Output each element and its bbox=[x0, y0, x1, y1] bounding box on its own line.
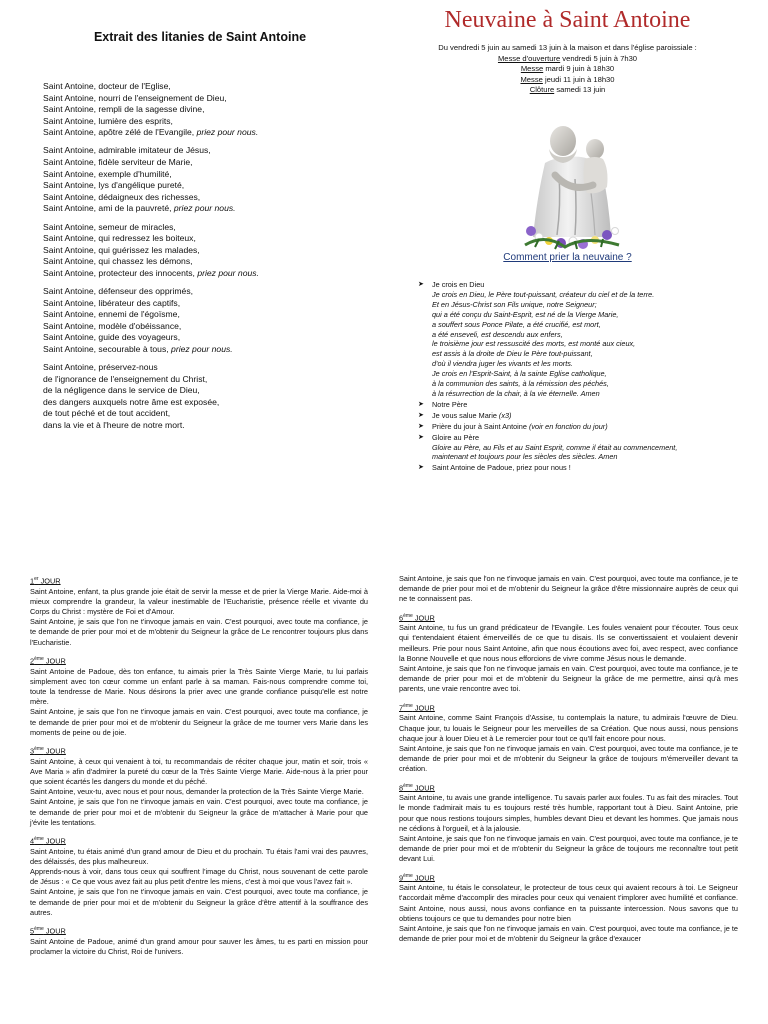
day-heading bbox=[30, 834, 368, 847]
day-number: 5 bbox=[30, 926, 35, 936]
day-heading bbox=[399, 611, 738, 624]
days-column-right bbox=[399, 574, 738, 944]
prayer-label: Gloire au Père bbox=[432, 432, 480, 442]
day-ordinal: er bbox=[34, 576, 39, 582]
prayer-label: Saint Antoine de Padoue, priez pour nous ! bbox=[432, 463, 571, 473]
prayer-text-line: a été enseveli, est descendu aux enfers, bbox=[432, 329, 563, 339]
schedule-label: Messe bbox=[520, 74, 543, 84]
schedule-label: Clôture bbox=[529, 85, 555, 95]
litany-line-text: Saint Antoine, docteur de l'Eglise, bbox=[43, 81, 171, 91]
litany-line-text: Saint Antoine, apôtre zélé de l'Evangile, bbox=[43, 127, 197, 138]
prayer-text-line: Gloire au Père, au Fils et au Saint Esprit, comme il était au commencement, bbox=[432, 442, 678, 452]
day-paragraph: Saint Antoine, comme Saint François d'Assise, tu contemplais la nature, tu admirais l'œuvre de Dieu. Chaque jour, tu louais le Seigneur pour les merveilles de sa Création. Que nous aussi, nous pensions chaque jour à louer Dieu et à Le remercier pour tout ce qu'Il fait encore pour nous. bbox=[399, 713, 738, 743]
prayer-item bbox=[418, 422, 738, 432]
day-paragraph: Saint Antoine, je sais que l'on ne t'invoque jamais en vain. C'est pourquoi, avec toute ma confiance, je te demande de prier pour moi et de m'obtenir du Seigneur la grâce de toujours m'émerveiller devant ta création. bbox=[399, 743, 738, 774]
day-word: JOUR bbox=[43, 656, 66, 666]
prayer-item bbox=[418, 280, 738, 399]
day-block bbox=[399, 611, 738, 695]
day-paragraph: Saint Antoine, tu fus un grand prédicateur de l'Evangile. Les foules venaient pour t'écouter. Tous ceux qui t'entendaient étaient émerveillés de ce que tu disais. Ils se convertissaient et voulaient devenir meilleurs. Prie pour nous Saint Antoine, afin que nous écoutions avec foi, avec respect, avec confiance la Bonne Nouvelle et que nous nous efforcions de vivre comme Jésus nous le demande. bbox=[399, 623, 738, 663]
litany-line-text: Saint Antoine, modèle d'obéissance, bbox=[43, 320, 182, 331]
litany-line-text: Saint Antoine, qui chassez les démons, bbox=[43, 256, 193, 267]
day-paragraph: Saint Antoine, je sais que l'on ne t'invoque jamais en vain. C'est pourquoi, avec toute ma confiance, je te demande de prier pour moi et de m'obtenir du Seigneur la grâce de me permettre, ainsi qu'à mes parents, une vraie rencontre avec toi. bbox=[399, 664, 738, 694]
day-block bbox=[399, 574, 738, 605]
litany-line-text: Saint Antoine, dédaigneux des richesses, bbox=[43, 191, 201, 202]
litany-line bbox=[43, 104, 383, 116]
litany-line bbox=[43, 157, 383, 169]
litany-line-text: Saint Antoine, lys d'angélique pureté, bbox=[43, 180, 185, 191]
litany-line bbox=[43, 222, 383, 234]
schedule-row bbox=[400, 54, 735, 65]
litany-line bbox=[43, 116, 383, 128]
litany-line bbox=[43, 81, 383, 93]
litany-line-text: de l'ignorance de l'enseignement du Christ, bbox=[43, 373, 208, 384]
litany-response: priez pour nous. bbox=[171, 343, 233, 354]
litany-line-text: Saint Antoine, nourri de l'enseignement de Dieu, bbox=[43, 92, 227, 103]
day-block bbox=[30, 924, 368, 957]
litany-line bbox=[43, 256, 383, 268]
days-column-left bbox=[30, 574, 368, 957]
litany-line-text: Saint Antoine, qui guérissez les malades, bbox=[43, 244, 200, 255]
litany-line bbox=[43, 203, 383, 215]
litany-line bbox=[43, 233, 383, 245]
litany-line bbox=[43, 192, 383, 204]
litany-line bbox=[43, 169, 383, 181]
day-number: 1 bbox=[30, 576, 35, 586]
litany-response: priez pour nous. bbox=[196, 127, 259, 138]
prayer-label: Je crois en Dieu bbox=[432, 280, 485, 289]
day-paragraph: Saint Antoine, tu étais le consolateur, le protecteur de tous ceux qui avaient recours à toi. Le Seigneur t'accordait même d'accomplir des miracles pour ceux qui venaient t'implorer avec humilité et confiance. Saint Antoine, nous aussi, nous avons confiance en ta puissante intercession. Nous savons que tu obtiens toujours ce que tu demandes pour notre bien bbox=[399, 883, 738, 923]
prayer-label-note: (voir en fonction du jour) bbox=[528, 421, 608, 431]
litany-line bbox=[43, 321, 383, 333]
day-block bbox=[30, 834, 368, 918]
litany-line-text: Saint Antoine, guide des voyageurs, bbox=[43, 332, 181, 343]
day-paragraph: Saint Antoine, à ceux qui venaient à toi, tu recommandais de réciter chaque jour, matin et soir, trois « Ave Maria » afin d'admirer la pureté du cœur de la Très Sainte Vierge Marie. Aide-nous à la prier pour que soient écartés les dangers du monde et du péché. bbox=[30, 756, 368, 786]
litany-line bbox=[43, 397, 383, 409]
litany-line bbox=[43, 286, 383, 298]
litany-line bbox=[43, 385, 383, 397]
litanies-title: Extrait des litanies de Saint Antoine bbox=[93, 30, 307, 44]
litany-line-text: Saint Antoine, admirable imitateur de Jésus, bbox=[43, 145, 211, 156]
prayer-item bbox=[418, 411, 738, 421]
day-ordinal: ème bbox=[403, 612, 413, 619]
litany-line-text: de tout péché et de tout accident, bbox=[43, 408, 171, 419]
litany-stanza bbox=[43, 362, 383, 432]
day-ordinal: ème bbox=[403, 782, 413, 789]
prayer-label: Prière du jour à Saint Antoine bbox=[432, 421, 529, 431]
prayer-label: Je vous salue Marie bbox=[432, 410, 499, 420]
prayer-text-line: Et en Jésus-Christ son Fils unique, notre Seigneur; bbox=[432, 299, 597, 309]
day-ordinal: ème bbox=[403, 872, 413, 879]
litany-line-text: dans la vie et à l'heure de notre mort. bbox=[43, 420, 185, 431]
day-word: JOUR bbox=[412, 613, 435, 623]
day-ordinal: ème bbox=[34, 655, 44, 662]
arrow-bullet-icon: ➤ bbox=[418, 281, 424, 288]
day-paragraph: Saint Antoine, je sais que l'on ne t'invoque jamais en vain. C'est pourquoi, avec toute ma confiance, je te demande de prier pour moi et de m'obtenir du Seigneur la grâce de Le rencontrer toujours plus dans l'Eucharistie. bbox=[30, 617, 368, 647]
schedule-row bbox=[400, 43, 735, 54]
litany-stanza bbox=[43, 81, 383, 139]
prayer-text-line: à la résurrection de la chair, à la vie éternelle. Amen bbox=[432, 388, 600, 398]
prayer-text-line: a souffert sous Ponce Pilate, a été crucifié, est mort, bbox=[432, 319, 601, 329]
litany-line-text: Saint Antoine, qui redressez les boiteux, bbox=[43, 233, 196, 244]
litany-line-text: Saint Antoine, préservez-nous bbox=[43, 362, 158, 373]
prayer-text-line: maintenant et toujours pour les siècles des siècles. Amen bbox=[432, 452, 618, 462]
day-heading bbox=[30, 654, 368, 667]
day-word: JOUR bbox=[38, 576, 61, 586]
day-paragraph: Saint Antoine, je sais que l'on ne t'invoque jamais en vain. C'est pourquoi, avec toute ma confiance, je te demande de prier pour moi et de m'obtenir du Seigneur la grâce de me tourner vers Marie dans les moments de peine ou de joie. bbox=[30, 707, 368, 737]
prayer-text-line: à la communion des saints, à la rémission des péchés, bbox=[432, 379, 609, 389]
prayer-label: Notre Père bbox=[432, 399, 468, 409]
day-number: 8 bbox=[399, 782, 404, 792]
day-paragraph: Saint Antoine, je sais que l'on ne t'invoque jamais en vain. C'est pourquoi, avec toute ma confiance, je te demande de prier pour moi et de m'obtenir du Seigneur la grâce d'exaucer bbox=[399, 924, 738, 944]
schedule-row bbox=[400, 75, 735, 86]
day-block bbox=[399, 781, 738, 865]
day-paragraph: Saint Antoine, tu avais une grande intelligence. Tu savais parler aux foules. Tu as fait des miracles. Tout le monde t'admirait mais tu es toujours resté très humble, rapportant tout à Dieu. Saint Antoine, prie pour que nous restions toujours simples, humbles devant Dieu et devant les hommes. Que jamais nous ne cédions à l'orgueil, et à la jalousie. bbox=[399, 793, 738, 833]
day-word: JOUR bbox=[412, 873, 435, 883]
day-paragraph: Saint Antoine, veux-tu, avec nous et pour nous, demander la protection de la Très Sainte Vierge Marie. bbox=[30, 787, 364, 797]
litany-line-text: Saint Antoine, semeur de miracles, bbox=[43, 221, 176, 232]
prayer-text-line: Je crois en Dieu, le Père tout-puissant, créateur du ciel et de la terre. bbox=[432, 289, 655, 299]
prayer-item bbox=[418, 433, 738, 463]
day-paragraph: Saint Antoine, je sais que l'on ne t'invoque jamais en vain. C'est pourquoi, avec toute ma confiance, je te demande de prier pour moi et de m'obtenir du Seigneur la grâce d'être missionnaire auprès de ceux qui ne te connaissent pas. bbox=[399, 574, 738, 604]
day-paragraph: Saint Antoine, je sais que l'on ne t'invoque jamais en vain. C'est pourquoi, avec toute ma confiance, je te demande de prier pour moi et de m'obtenir du Seigneur la grâce d'être attentif à la souffrance des autres. bbox=[30, 887, 368, 917]
arrow-bullet-icon: ➤ bbox=[418, 464, 424, 472]
litany-line bbox=[43, 374, 383, 386]
litany-response: priez pour nous. bbox=[173, 203, 236, 214]
litany-line-text: Saint Antoine, rempli de la sagesse divine, bbox=[43, 104, 205, 115]
day-word: JOUR bbox=[412, 703, 435, 713]
litany-line bbox=[43, 298, 383, 310]
prayer-label-note: (x3) bbox=[498, 410, 512, 420]
schedule-text: jeudi 11 juin à 18h30 bbox=[542, 74, 615, 84]
litany-stanza bbox=[43, 222, 383, 280]
litany-line-text: des dangers auxquels notre âme est exposée, bbox=[43, 396, 220, 407]
schedule-text: vendredi 5 juin à 7h30 bbox=[560, 53, 638, 63]
schedule-text: mardi 9 juin à 18h30 bbox=[543, 64, 615, 74]
day-block bbox=[30, 744, 368, 828]
day-heading bbox=[399, 781, 738, 794]
schedule-text: Du vendredi 5 juin au samedi 13 juin à la maison et dans l'église paroissiale : bbox=[438, 43, 697, 52]
litany-line bbox=[43, 245, 383, 257]
litany-line-text: Saint Antoine, libérateur des captifs, bbox=[43, 297, 181, 308]
litany-stanza bbox=[43, 145, 383, 215]
day-paragraph: Saint Antoine, enfant, ta plus grande joie était de servir la messe et de prier la Vierge Marie. Aide-moi à mieux comprendre la grandeur, la valeur inestimable de l'Eucharistie, présence réelle et vivante du Corps du Christ : mystère de Foi et d'Amour. bbox=[30, 586, 368, 617]
litanies-text bbox=[43, 81, 383, 438]
day-heading bbox=[30, 744, 368, 757]
how-to-pray-title: Comment prier la neuvaine ? bbox=[503, 252, 632, 263]
day-ordinal: ème bbox=[34, 926, 44, 933]
schedule-label: Messe d'ouverture bbox=[497, 53, 561, 63]
prayer-item bbox=[418, 463, 738, 473]
neuvaine-title: Neuvaine à Saint Antoine bbox=[444, 7, 691, 33]
arrow-bullet-icon: ➤ bbox=[418, 411, 424, 419]
schedule-text: samedi 13 juin bbox=[554, 85, 606, 95]
litany-line-text: de la négligence dans le service de Dieu, bbox=[43, 385, 200, 396]
litany-line bbox=[43, 408, 383, 420]
day-ordinal: ème bbox=[403, 702, 413, 709]
day-block bbox=[399, 871, 738, 945]
prayer-list bbox=[418, 280, 738, 474]
day-heading bbox=[30, 574, 368, 587]
saint-antoine-statue-image bbox=[515, 105, 633, 253]
day-number: 7 bbox=[399, 703, 404, 713]
day-paragraph: Apprends-nous à voir, dans tous ceux qui souffrent l'image du Christ, nous souvenant de cette parole de Jésus : « Ce que vous avez fait au plus petit d'entre les miens, c'est à moi que vous l'avez fait ». bbox=[30, 867, 368, 887]
litany-line bbox=[43, 268, 383, 280]
day-block bbox=[30, 574, 368, 648]
schedule-row bbox=[400, 85, 735, 96]
day-ordinal: ème bbox=[34, 835, 44, 842]
litany-line bbox=[43, 127, 383, 139]
day-block bbox=[399, 701, 738, 775]
litany-line-text: Saint Antoine, lumière des esprits, bbox=[43, 115, 173, 126]
day-paragraph: Saint Antoine, je sais que l'on ne t'invoque jamais en vain. C'est pourquoi, avec toute ma confiance, je te demande de prier pour moi et de m'obtenir du Seigneur la grâce de m'attacher à Marie pour que j'évite les tentations. bbox=[30, 797, 368, 827]
neuvaine-schedule bbox=[400, 43, 735, 96]
prayer-text-line: le troisième jour est ressuscité des morts, est monté aux cieux, bbox=[432, 339, 636, 349]
day-word: JOUR bbox=[43, 836, 66, 846]
litany-line bbox=[43, 344, 383, 356]
prayer-text-line: qui a été conçu du Saint-Esprit, est né de la Vierge Marie, bbox=[432, 309, 619, 319]
litany-line bbox=[43, 332, 383, 344]
litany-line bbox=[43, 145, 383, 157]
day-number: 2 bbox=[30, 656, 35, 666]
prayer-text-line: est assis à la droite de Dieu le Père tout-puissant, bbox=[432, 349, 593, 359]
day-word: JOUR bbox=[43, 926, 66, 936]
litany-line bbox=[43, 180, 383, 192]
day-word: JOUR bbox=[412, 782, 435, 792]
day-block bbox=[30, 654, 368, 738]
schedule-label: Messe bbox=[520, 64, 544, 74]
day-heading bbox=[30, 924, 368, 937]
litany-line-text: Saint Antoine, exemple d'humilité, bbox=[43, 168, 172, 179]
prayer-text-line: d'où il viendra juger les vivants et les morts. bbox=[432, 359, 573, 369]
litany-line-text: Saint Antoine, défenseur des opprimés, bbox=[43, 286, 194, 296]
litany-line-text: Saint Antoine, ennemi de l'égoïsme, bbox=[43, 309, 180, 320]
arrow-bullet-icon: ➤ bbox=[418, 433, 424, 441]
day-paragraph: Saint Antoine, je sais que l'on ne t'invoque jamais en vain. C'est pourquoi, avec toute ma confiance, je te demande de prier pour moi et de m'obtenir du Seigneur la grâce de toujours me reconnaître tout petit devant Lui. bbox=[399, 833, 738, 864]
litany-line bbox=[43, 309, 383, 321]
day-heading bbox=[399, 701, 738, 714]
litany-line bbox=[43, 93, 383, 105]
day-paragraph: Saint Antoine de Padoue, dès ton enfance, tu aimais prier la Très Sainte Vierge Marie, tu lui parlais simplement avec ton cœur comme un enfant parle à sa maman. Fais-nous comprendre comme toi, toute la tendresse de Marie. Nous désirons la prier avec une grande confiance puisqu'elle est notre mère. bbox=[30, 666, 368, 707]
litany-response: priez pour nous. bbox=[197, 267, 259, 278]
day-ordinal: ème bbox=[34, 745, 44, 752]
litany-line bbox=[43, 362, 383, 374]
arrow-bullet-icon: ➤ bbox=[418, 422, 424, 430]
litany-line-text: Saint Antoine, ami de la pauvreté, bbox=[43, 203, 174, 214]
litany-line-text: Saint Antoine, fidèle serviteur de Marie, bbox=[43, 157, 193, 168]
litany-line-text: Saint Antoine, protecteur des innocents, bbox=[43, 267, 198, 278]
day-heading bbox=[399, 871, 738, 884]
litany-line-text: Saint Antoine, secourable à tous, bbox=[43, 343, 172, 354]
litany-stanza bbox=[43, 286, 383, 356]
prayer-text-line: Je crois en l'Esprit-Saint, à la sainte Eglise catholique, bbox=[432, 369, 607, 379]
day-paragraph: Saint Antoine de Padoue, animé d'un grand amour pour sauver les âmes, tu es parti en mission pour proclamer la victoire du Christ, Roi de l'univers. bbox=[30, 936, 368, 956]
day-number: 9 bbox=[399, 873, 404, 883]
arrow-bullet-icon: ➤ bbox=[418, 400, 424, 408]
day-number: 3 bbox=[30, 746, 35, 756]
day-number: 6 bbox=[399, 613, 404, 623]
day-paragraph: Saint Antoine, tu étais animé d'un grand amour de Dieu et du prochain. Tu étais l'ami vrai des pauvres, des délaissés, des plus malheureux. bbox=[30, 846, 368, 866]
schedule-row bbox=[400, 64, 735, 75]
litany-line bbox=[43, 420, 383, 432]
prayer-item bbox=[418, 400, 738, 410]
day-word: JOUR bbox=[43, 746, 66, 756]
day-number: 4 bbox=[30, 836, 35, 846]
